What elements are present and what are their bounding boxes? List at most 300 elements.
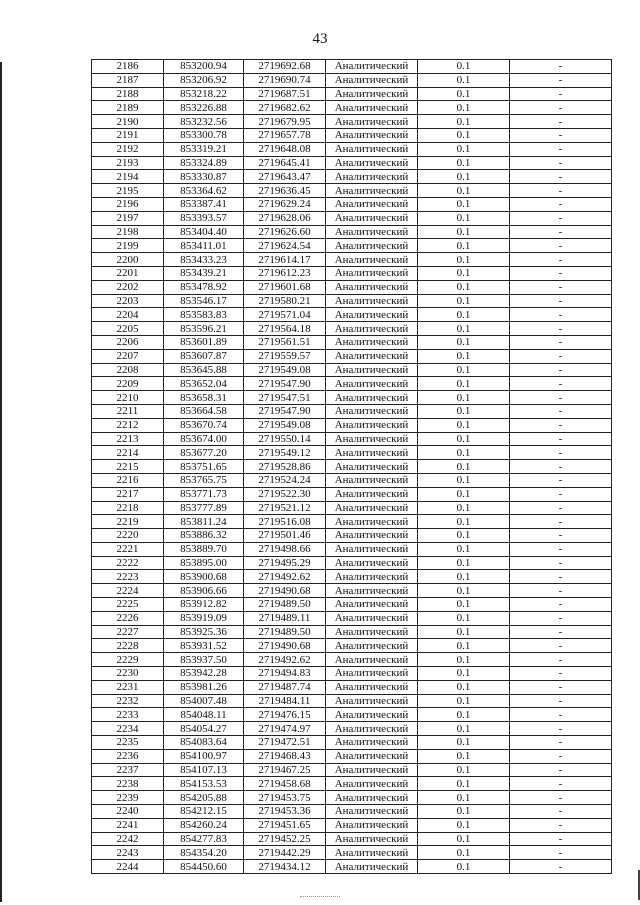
accuracy-cell: 0.1 xyxy=(418,818,510,832)
y-coordinate-cell: 2719442.29 xyxy=(244,846,326,860)
point-number-cell: 2207 xyxy=(92,349,164,363)
point-number-cell: 2221 xyxy=(92,542,164,556)
y-coordinate-cell: 2719614.17 xyxy=(244,253,326,267)
table-row xyxy=(92,101,612,115)
x-coordinate-cell: 853387.41 xyxy=(164,197,244,211)
point-number-cell: 2229 xyxy=(92,653,164,667)
table-row xyxy=(92,625,612,639)
x-coordinate-cell: 853218.22 xyxy=(164,87,244,101)
x-coordinate-cell: 854007.48 xyxy=(164,694,244,708)
x-coordinate-cell: 853811.24 xyxy=(164,515,244,529)
accuracy-cell: 0.1 xyxy=(418,805,510,819)
accuracy-cell: 0.1 xyxy=(418,349,510,363)
note-cell: - xyxy=(510,211,612,225)
y-coordinate-cell: 2719679.95 xyxy=(244,115,326,129)
y-coordinate-cell: 2719564.18 xyxy=(244,322,326,336)
method-cell: Аналитический xyxy=(326,308,418,322)
x-coordinate-cell: 854212.15 xyxy=(164,805,244,819)
x-coordinate-cell: 854277.83 xyxy=(164,832,244,846)
x-coordinate-cell: 853226.88 xyxy=(164,101,244,115)
x-coordinate-cell: 853670.74 xyxy=(164,418,244,432)
x-coordinate-cell: 853601.89 xyxy=(164,335,244,349)
method-cell: Аналитический xyxy=(326,446,418,460)
accuracy-cell: 0.1 xyxy=(418,736,510,750)
table-row xyxy=(92,211,612,225)
method-cell: Аналитический xyxy=(326,197,418,211)
point-number-cell: 2215 xyxy=(92,460,164,474)
point-number-cell: 2242 xyxy=(92,832,164,846)
x-coordinate-cell: 853765.75 xyxy=(164,473,244,487)
point-number-cell: 2201 xyxy=(92,266,164,280)
x-coordinate-cell: 853674.00 xyxy=(164,432,244,446)
point-number-cell: 2204 xyxy=(92,308,164,322)
note-cell: - xyxy=(510,156,612,170)
note-cell: - xyxy=(510,418,612,432)
x-coordinate-cell: 853645.88 xyxy=(164,363,244,377)
x-coordinate-cell: 853937.50 xyxy=(164,653,244,667)
table-row xyxy=(92,60,612,74)
y-coordinate-cell: 2719549.12 xyxy=(244,446,326,460)
accuracy-cell: 0.1 xyxy=(418,363,510,377)
method-cell: Аналитический xyxy=(326,377,418,391)
accuracy-cell: 0.1 xyxy=(418,653,510,667)
note-cell: - xyxy=(510,515,612,529)
y-coordinate-cell: 2719601.68 xyxy=(244,280,326,294)
table-row xyxy=(92,791,612,805)
method-cell: Аналитический xyxy=(326,805,418,819)
method-cell: Аналитический xyxy=(326,749,418,763)
point-number-cell: 2187 xyxy=(92,73,164,87)
accuracy-cell: 0.1 xyxy=(418,404,510,418)
x-coordinate-cell: 853364.62 xyxy=(164,184,244,198)
x-coordinate-cell: 853319.21 xyxy=(164,142,244,156)
table-row xyxy=(92,335,612,349)
method-cell: Аналитический xyxy=(326,515,418,529)
note-cell: - xyxy=(510,101,612,115)
point-number-cell: 2222 xyxy=(92,556,164,570)
point-number-cell: 2195 xyxy=(92,184,164,198)
point-number-cell: 2216 xyxy=(92,473,164,487)
table-row xyxy=(92,473,612,487)
method-cell: Аналитический xyxy=(326,335,418,349)
method-cell: Аналитический xyxy=(326,128,418,142)
note-cell: - xyxy=(510,335,612,349)
note-cell: - xyxy=(510,170,612,184)
method-cell: Аналитический xyxy=(326,763,418,777)
y-coordinate-cell: 2719490.68 xyxy=(244,584,326,598)
table-row xyxy=(92,763,612,777)
note-cell: - xyxy=(510,598,612,612)
note-cell: - xyxy=(510,667,612,681)
point-number-cell: 2196 xyxy=(92,197,164,211)
method-cell: Аналитический xyxy=(326,225,418,239)
accuracy-cell: 0.1 xyxy=(418,611,510,625)
table-row xyxy=(92,322,612,336)
y-coordinate-cell: 2719489.11 xyxy=(244,611,326,625)
y-coordinate-cell: 2719636.45 xyxy=(244,184,326,198)
x-coordinate-cell: 853583.83 xyxy=(164,308,244,322)
table-row xyxy=(92,818,612,832)
point-number-cell: 2240 xyxy=(92,805,164,819)
point-number-cell: 2241 xyxy=(92,818,164,832)
y-coordinate-cell: 2719524.24 xyxy=(244,473,326,487)
method-cell: Аналитический xyxy=(326,529,418,543)
accuracy-cell: 0.1 xyxy=(418,253,510,267)
y-coordinate-cell: 2719687.51 xyxy=(244,87,326,101)
point-number-cell: 2225 xyxy=(92,598,164,612)
x-coordinate-cell: 853677.20 xyxy=(164,446,244,460)
accuracy-cell: 0.1 xyxy=(418,570,510,584)
note-cell: - xyxy=(510,639,612,653)
table-row xyxy=(92,87,612,101)
accuracy-cell: 0.1 xyxy=(418,266,510,280)
y-coordinate-cell: 2719561.51 xyxy=(244,335,326,349)
y-coordinate-cell: 2719452.25 xyxy=(244,832,326,846)
method-cell: Аналитический xyxy=(326,736,418,750)
method-cell: Аналитический xyxy=(326,556,418,570)
point-number-cell: 2202 xyxy=(92,280,164,294)
y-coordinate-cell: 2719472.51 xyxy=(244,736,326,750)
y-coordinate-cell: 2719626.60 xyxy=(244,225,326,239)
x-coordinate-cell: 853777.89 xyxy=(164,501,244,515)
y-coordinate-cell: 2719516.08 xyxy=(244,515,326,529)
table-row xyxy=(92,184,612,198)
y-coordinate-cell: 2719643.47 xyxy=(244,170,326,184)
table-row xyxy=(92,515,612,529)
accuracy-cell: 0.1 xyxy=(418,377,510,391)
y-coordinate-cell: 2719612.23 xyxy=(244,266,326,280)
note-cell: - xyxy=(510,501,612,515)
y-coordinate-cell: 2719489.50 xyxy=(244,598,326,612)
accuracy-cell: 0.1 xyxy=(418,101,510,115)
note-cell: - xyxy=(510,239,612,253)
x-coordinate-cell: 853546.17 xyxy=(164,294,244,308)
point-number-cell: 2234 xyxy=(92,722,164,736)
table-row xyxy=(92,418,612,432)
accuracy-cell: 0.1 xyxy=(418,87,510,101)
method-cell: Аналитический xyxy=(326,156,418,170)
method-cell: Аналитический xyxy=(326,418,418,432)
method-cell: Аналитический xyxy=(326,211,418,225)
accuracy-cell: 0.1 xyxy=(418,542,510,556)
point-number-cell: 2214 xyxy=(92,446,164,460)
note-cell: - xyxy=(510,846,612,860)
accuracy-cell: 0.1 xyxy=(418,584,510,598)
note-cell: - xyxy=(510,322,612,336)
point-number-cell: 2211 xyxy=(92,404,164,418)
method-cell: Аналитический xyxy=(326,680,418,694)
point-number-cell: 2197 xyxy=(92,211,164,225)
accuracy-cell: 0.1 xyxy=(418,184,510,198)
note-cell: - xyxy=(510,308,612,322)
method-cell: Аналитический xyxy=(326,832,418,846)
note-cell: - xyxy=(510,584,612,598)
note-cell: - xyxy=(510,791,612,805)
table-row xyxy=(92,832,612,846)
y-coordinate-cell: 2719682.62 xyxy=(244,101,326,115)
x-coordinate-cell: 853886.32 xyxy=(164,529,244,543)
method-cell: Аналитический xyxy=(326,349,418,363)
point-number-cell: 2186 xyxy=(92,60,164,74)
table-row xyxy=(92,805,612,819)
y-coordinate-cell: 2719657.78 xyxy=(244,128,326,142)
x-coordinate-cell: 854107.13 xyxy=(164,763,244,777)
x-coordinate-cell: 853324.89 xyxy=(164,156,244,170)
accuracy-cell: 0.1 xyxy=(418,115,510,129)
note-cell: - xyxy=(510,225,612,239)
table-row xyxy=(92,680,612,694)
point-number-cell: 2217 xyxy=(92,487,164,501)
table-row xyxy=(92,570,612,584)
point-number-cell: 2210 xyxy=(92,391,164,405)
y-coordinate-cell: 2719494.83 xyxy=(244,667,326,681)
method-cell: Аналитический xyxy=(326,667,418,681)
table-row xyxy=(92,239,612,253)
table-row xyxy=(92,598,612,612)
method-cell: Аналитический xyxy=(326,460,418,474)
method-cell: Аналитический xyxy=(326,280,418,294)
note-cell: - xyxy=(510,487,612,501)
point-number-cell: 2235 xyxy=(92,736,164,750)
y-coordinate-cell: 2719468.43 xyxy=(244,749,326,763)
method-cell: Аналитический xyxy=(326,708,418,722)
x-coordinate-cell: 853895.00 xyxy=(164,556,244,570)
x-coordinate-cell: 854260.24 xyxy=(164,818,244,832)
table-row xyxy=(92,542,612,556)
x-coordinate-cell: 853900.68 xyxy=(164,570,244,584)
table-row xyxy=(92,749,612,763)
y-coordinate-cell: 2719484.11 xyxy=(244,694,326,708)
point-number-cell: 2231 xyxy=(92,680,164,694)
note-cell: - xyxy=(510,87,612,101)
method-cell: Аналитический xyxy=(326,87,418,101)
x-coordinate-cell: 853771.73 xyxy=(164,487,244,501)
x-coordinate-cell: 853658.31 xyxy=(164,391,244,405)
point-number-cell: 2230 xyxy=(92,667,164,681)
accuracy-cell: 0.1 xyxy=(418,142,510,156)
table-row xyxy=(92,391,612,405)
accuracy-cell: 0.1 xyxy=(418,832,510,846)
x-coordinate-cell: 853596.21 xyxy=(164,322,244,336)
note-cell: - xyxy=(510,60,612,74)
point-number-cell: 2198 xyxy=(92,225,164,239)
table-row xyxy=(92,432,612,446)
table-row xyxy=(92,225,612,239)
y-coordinate-cell: 2719547.90 xyxy=(244,404,326,418)
y-coordinate-cell: 2719474.97 xyxy=(244,722,326,736)
accuracy-cell: 0.1 xyxy=(418,708,510,722)
note-cell: - xyxy=(510,722,612,736)
x-coordinate-cell: 854100.97 xyxy=(164,749,244,763)
point-number-cell: 2220 xyxy=(92,529,164,543)
point-number-cell: 2188 xyxy=(92,87,164,101)
method-cell: Аналитический xyxy=(326,611,418,625)
table-row xyxy=(92,115,612,129)
method-cell: Аналитический xyxy=(326,598,418,612)
accuracy-cell: 0.1 xyxy=(418,487,510,501)
y-coordinate-cell: 2719434.12 xyxy=(244,860,326,874)
note-cell: - xyxy=(510,556,612,570)
point-number-cell: 2208 xyxy=(92,363,164,377)
y-coordinate-cell: 2719453.75 xyxy=(244,791,326,805)
table-row xyxy=(92,156,612,170)
method-cell: Аналитический xyxy=(326,860,418,874)
y-coordinate-cell: 2719648.08 xyxy=(244,142,326,156)
accuracy-cell: 0.1 xyxy=(418,211,510,225)
note-cell: - xyxy=(510,832,612,846)
y-coordinate-cell: 2719629.24 xyxy=(244,197,326,211)
point-number-cell: 2218 xyxy=(92,501,164,515)
y-coordinate-cell: 2719547.51 xyxy=(244,391,326,405)
note-cell: - xyxy=(510,680,612,694)
scan-artifact xyxy=(300,896,340,899)
note-cell: - xyxy=(510,142,612,156)
accuracy-cell: 0.1 xyxy=(418,239,510,253)
method-cell: Аналитический xyxy=(326,253,418,267)
x-coordinate-cell: 853942.28 xyxy=(164,667,244,681)
method-cell: Аналитический xyxy=(326,501,418,515)
accuracy-cell: 0.1 xyxy=(418,170,510,184)
accuracy-cell: 0.1 xyxy=(418,460,510,474)
method-cell: Аналитический xyxy=(326,266,418,280)
note-cell: - xyxy=(510,736,612,750)
table-row xyxy=(92,73,612,87)
accuracy-cell: 0.1 xyxy=(418,680,510,694)
note-cell: - xyxy=(510,708,612,722)
y-coordinate-cell: 2719490.68 xyxy=(244,639,326,653)
point-number-cell: 2232 xyxy=(92,694,164,708)
table-row xyxy=(92,584,612,598)
method-cell: Аналитический xyxy=(326,473,418,487)
note-cell: - xyxy=(510,694,612,708)
table-row xyxy=(92,529,612,543)
note-cell: - xyxy=(510,529,612,543)
method-cell: Аналитический xyxy=(326,584,418,598)
x-coordinate-cell: 853404.40 xyxy=(164,225,244,239)
x-coordinate-cell: 854450.60 xyxy=(164,860,244,874)
x-coordinate-cell: 853206.92 xyxy=(164,73,244,87)
y-coordinate-cell: 2719476.15 xyxy=(244,708,326,722)
accuracy-cell: 0.1 xyxy=(418,556,510,570)
accuracy-cell: 0.1 xyxy=(418,694,510,708)
x-coordinate-cell: 853607.87 xyxy=(164,349,244,363)
method-cell: Аналитический xyxy=(326,294,418,308)
note-cell: - xyxy=(510,446,612,460)
x-coordinate-cell: 853919.09 xyxy=(164,611,244,625)
accuracy-cell: 0.1 xyxy=(418,763,510,777)
table-row xyxy=(92,197,612,211)
accuracy-cell: 0.1 xyxy=(418,667,510,681)
point-number-cell: 2219 xyxy=(92,515,164,529)
accuracy-cell: 0.1 xyxy=(418,432,510,446)
table-row xyxy=(92,404,612,418)
point-number-cell: 2244 xyxy=(92,860,164,874)
y-coordinate-cell: 2719528.86 xyxy=(244,460,326,474)
y-coordinate-cell: 2719467.25 xyxy=(244,763,326,777)
note-cell: - xyxy=(510,404,612,418)
point-number-cell: 2212 xyxy=(92,418,164,432)
accuracy-cell: 0.1 xyxy=(418,391,510,405)
method-cell: Аналитический xyxy=(326,170,418,184)
accuracy-cell: 0.1 xyxy=(418,501,510,515)
table-row xyxy=(92,308,612,322)
x-coordinate-cell: 853393.57 xyxy=(164,211,244,225)
y-coordinate-cell: 2719489.50 xyxy=(244,625,326,639)
method-cell: Аналитический xyxy=(326,653,418,667)
note-cell: - xyxy=(510,377,612,391)
table-row xyxy=(92,708,612,722)
note-cell: - xyxy=(510,128,612,142)
table-row xyxy=(92,446,612,460)
y-coordinate-cell: 2719498.66 xyxy=(244,542,326,556)
accuracy-cell: 0.1 xyxy=(418,515,510,529)
x-coordinate-cell: 853478.92 xyxy=(164,280,244,294)
method-cell: Аналитический xyxy=(326,363,418,377)
table-row xyxy=(92,653,612,667)
accuracy-cell: 0.1 xyxy=(418,529,510,543)
point-number-cell: 2213 xyxy=(92,432,164,446)
note-cell: - xyxy=(510,391,612,405)
method-cell: Аналитический xyxy=(326,73,418,87)
table-row xyxy=(92,501,612,515)
y-coordinate-cell: 2719559.57 xyxy=(244,349,326,363)
y-coordinate-cell: 2719550.14 xyxy=(244,432,326,446)
y-coordinate-cell: 2719451.65 xyxy=(244,818,326,832)
accuracy-cell: 0.1 xyxy=(418,860,510,874)
accuracy-cell: 0.1 xyxy=(418,335,510,349)
point-number-cell: 2205 xyxy=(92,322,164,336)
table-row xyxy=(92,377,612,391)
x-coordinate-cell: 854083.64 xyxy=(164,736,244,750)
x-coordinate-cell: 853906.66 xyxy=(164,584,244,598)
accuracy-cell: 0.1 xyxy=(418,791,510,805)
table-row xyxy=(92,667,612,681)
table-row xyxy=(92,611,612,625)
point-number-cell: 2226 xyxy=(92,611,164,625)
point-number-cell: 2224 xyxy=(92,584,164,598)
accuracy-cell: 0.1 xyxy=(418,446,510,460)
accuracy-cell: 0.1 xyxy=(418,722,510,736)
y-coordinate-cell: 2719458.68 xyxy=(244,777,326,791)
coordinates-table-body xyxy=(92,60,612,874)
note-cell: - xyxy=(510,253,612,267)
x-coordinate-cell: 854048.11 xyxy=(164,708,244,722)
method-cell: Аналитический xyxy=(326,818,418,832)
point-number-cell: 2236 xyxy=(92,749,164,763)
accuracy-cell: 0.1 xyxy=(418,294,510,308)
x-coordinate-cell: 853330.87 xyxy=(164,170,244,184)
accuracy-cell: 0.1 xyxy=(418,639,510,653)
y-coordinate-cell: 2719492.62 xyxy=(244,570,326,584)
point-number-cell: 2199 xyxy=(92,239,164,253)
method-cell: Аналитический xyxy=(326,391,418,405)
accuracy-cell: 0.1 xyxy=(418,128,510,142)
accuracy-cell: 0.1 xyxy=(418,598,510,612)
note-cell: - xyxy=(510,805,612,819)
accuracy-cell: 0.1 xyxy=(418,846,510,860)
point-number-cell: 2209 xyxy=(92,377,164,391)
method-cell: Аналитический xyxy=(326,239,418,253)
method-cell: Аналитический xyxy=(326,101,418,115)
note-cell: - xyxy=(510,294,612,308)
x-coordinate-cell: 853411.01 xyxy=(164,239,244,253)
note-cell: - xyxy=(510,115,612,129)
x-coordinate-cell: 853751.65 xyxy=(164,460,244,474)
method-cell: Аналитический xyxy=(326,60,418,74)
note-cell: - xyxy=(510,611,612,625)
point-number-cell: 2200 xyxy=(92,253,164,267)
method-cell: Аналитический xyxy=(326,625,418,639)
